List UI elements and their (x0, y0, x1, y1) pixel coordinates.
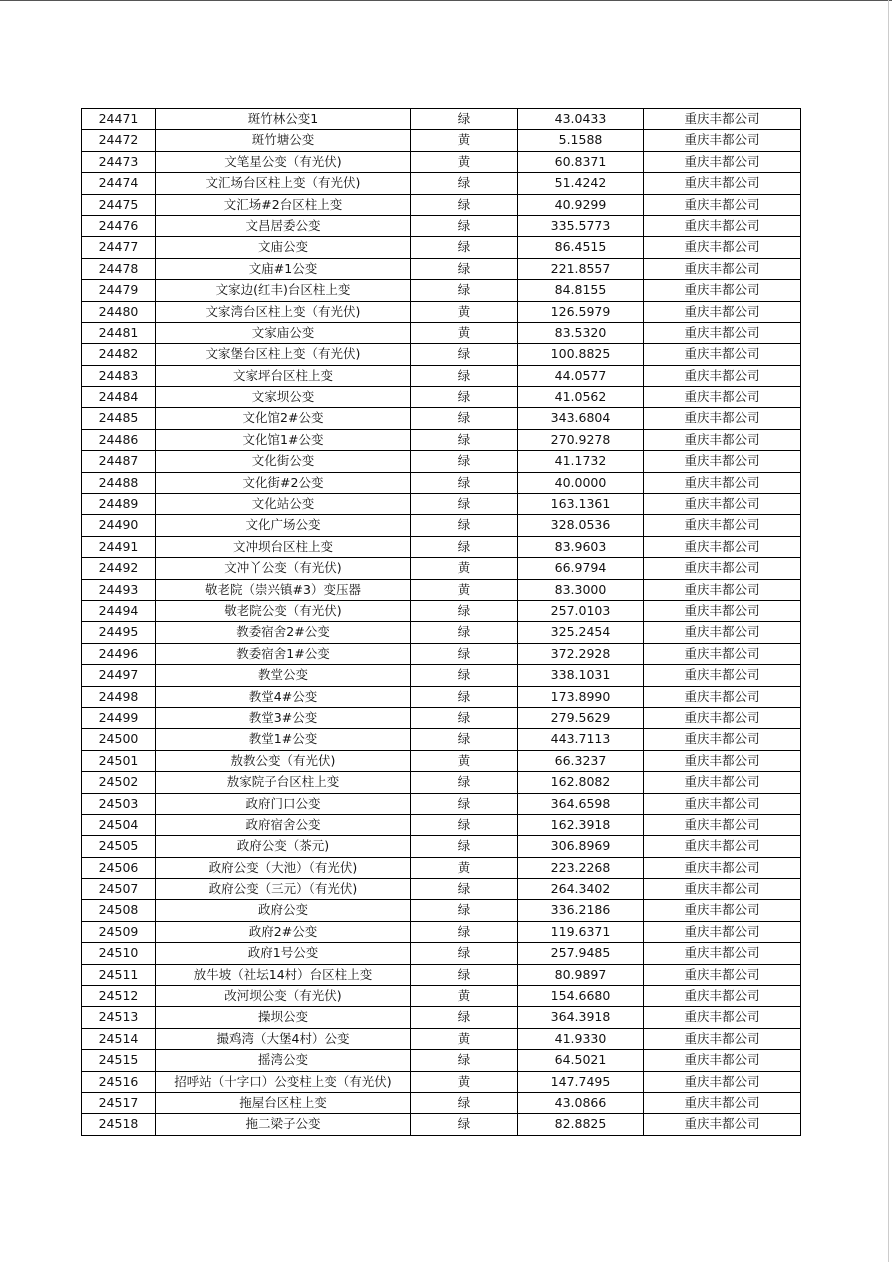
value-cell: 306.8969 (518, 836, 644, 857)
status-color-cell: 黄 (411, 857, 518, 878)
value-cell: 66.9794 (518, 558, 644, 579)
transformer-name-cell: 政府门口公变 (156, 793, 411, 814)
status-color-cell: 绿 (411, 943, 518, 964)
company-cell: 重庆丰都公司 (644, 365, 801, 386)
company-cell: 重庆丰都公司 (644, 472, 801, 493)
transformer-name-cell: 拖二梁子公变 (156, 1114, 411, 1135)
status-color-cell: 绿 (411, 194, 518, 215)
company-cell: 重庆丰都公司 (644, 1071, 801, 1092)
row-id-cell: 24518 (82, 1114, 156, 1135)
status-color-cell: 绿 (411, 173, 518, 194)
transformer-name-cell: 文冲丫公变（有光伏) (156, 558, 411, 579)
value-cell: 83.5320 (518, 322, 644, 343)
company-cell: 重庆丰都公司 (644, 943, 801, 964)
row-id-cell: 24478 (82, 258, 156, 279)
value-cell: 221.8557 (518, 258, 644, 279)
table-row (82, 215, 801, 236)
transformer-name-cell: 文汇场台区柱上变（有光伏) (156, 173, 411, 194)
table-row (82, 943, 801, 964)
table-row (82, 986, 801, 1007)
table-row (82, 387, 801, 408)
company-cell: 重庆丰都公司 (644, 793, 801, 814)
row-id-cell: 24512 (82, 986, 156, 1007)
company-cell: 重庆丰都公司 (644, 729, 801, 750)
status-color-cell: 绿 (411, 600, 518, 621)
row-id-cell: 24484 (82, 387, 156, 408)
table-row (82, 622, 801, 643)
value-cell: 443.7113 (518, 729, 644, 750)
status-color-cell: 绿 (411, 814, 518, 835)
value-cell: 83.9603 (518, 536, 644, 557)
company-cell: 重庆丰都公司 (644, 215, 801, 236)
table-row (82, 151, 801, 172)
transformer-name-cell: 敬老院公变（有光伏) (156, 600, 411, 621)
table-row (82, 600, 801, 621)
row-id-cell: 24479 (82, 280, 156, 301)
table-row (82, 686, 801, 707)
value-cell: 257.0103 (518, 600, 644, 621)
transformer-name-cell: 教委宿舍1#公变 (156, 643, 411, 664)
transformer-name-cell: 招呼站（十字口）公变柱上变（有光伏) (156, 1071, 411, 1092)
status-color-cell: 绿 (411, 365, 518, 386)
transformer-name-cell: 文冲坝台区柱上变 (156, 536, 411, 557)
company-cell: 重庆丰都公司 (644, 451, 801, 472)
company-cell: 重庆丰都公司 (644, 900, 801, 921)
table-row (82, 750, 801, 771)
row-id-cell: 24503 (82, 793, 156, 814)
transformer-name-cell: 敖教公变（有光伏) (156, 750, 411, 771)
company-cell: 重庆丰都公司 (644, 1092, 801, 1113)
transformer-name-cell: 政府公变（三元）（有光伏) (156, 879, 411, 900)
value-cell: 325.2454 (518, 622, 644, 643)
transformer-name-cell: 摇湾公变 (156, 1050, 411, 1071)
row-id-cell: 24506 (82, 857, 156, 878)
value-cell: 44.0577 (518, 365, 644, 386)
company-cell: 重庆丰都公司 (644, 836, 801, 857)
company-cell: 重庆丰都公司 (644, 429, 801, 450)
status-color-cell: 绿 (411, 643, 518, 664)
transformer-name-cell: 文汇场#2台区柱上变 (156, 194, 411, 215)
table-row (82, 921, 801, 942)
row-id-cell: 24485 (82, 408, 156, 429)
table-row (82, 322, 801, 343)
row-id-cell: 24507 (82, 879, 156, 900)
value-cell: 338.1031 (518, 665, 644, 686)
row-id-cell: 24505 (82, 836, 156, 857)
value-cell: 40.0000 (518, 472, 644, 493)
status-color-cell: 绿 (411, 836, 518, 857)
value-cell: 66.3237 (518, 750, 644, 771)
value-cell: 328.0536 (518, 515, 644, 536)
company-cell: 重庆丰都公司 (644, 622, 801, 643)
value-cell: 335.5773 (518, 215, 644, 236)
transformer-name-cell: 文化街#2公变 (156, 472, 411, 493)
table-row (82, 1092, 801, 1113)
company-cell: 重庆丰都公司 (644, 258, 801, 279)
company-cell: 重庆丰都公司 (644, 1050, 801, 1071)
row-id-cell: 24473 (82, 151, 156, 172)
table-row (82, 836, 801, 857)
value-cell: 51.4242 (518, 173, 644, 194)
transformer-name-cell: 教堂公变 (156, 665, 411, 686)
value-cell: 163.1361 (518, 494, 644, 515)
company-cell: 重庆丰都公司 (644, 151, 801, 172)
row-id-cell: 24513 (82, 1007, 156, 1028)
company-cell: 重庆丰都公司 (644, 408, 801, 429)
transformer-name-cell: 文家坝公变 (156, 387, 411, 408)
row-id-cell: 24487 (82, 451, 156, 472)
value-cell: 336.2186 (518, 900, 644, 921)
status-color-cell: 黄 (411, 322, 518, 343)
row-id-cell: 24508 (82, 900, 156, 921)
page-right-edge (888, 0, 889, 1262)
transformer-name-cell: 政府2#公变 (156, 921, 411, 942)
table-body (82, 109, 801, 1136)
company-cell: 重庆丰都公司 (644, 579, 801, 600)
status-color-cell: 绿 (411, 707, 518, 728)
table-row (82, 857, 801, 878)
status-color-cell: 绿 (411, 900, 518, 921)
status-color-cell: 绿 (411, 686, 518, 707)
value-cell: 5.1588 (518, 130, 644, 151)
company-cell: 重庆丰都公司 (644, 772, 801, 793)
status-color-cell: 绿 (411, 472, 518, 493)
status-color-cell: 黄 (411, 130, 518, 151)
row-id-cell: 24472 (82, 130, 156, 151)
row-id-cell: 24496 (82, 643, 156, 664)
status-color-cell: 绿 (411, 344, 518, 365)
value-cell: 100.8825 (518, 344, 644, 365)
status-color-cell: 绿 (411, 280, 518, 301)
company-cell: 重庆丰都公司 (644, 921, 801, 942)
status-color-cell: 绿 (411, 1007, 518, 1028)
company-cell: 重庆丰都公司 (644, 643, 801, 664)
company-cell: 重庆丰都公司 (644, 109, 801, 130)
status-color-cell: 绿 (411, 237, 518, 258)
table-row (82, 194, 801, 215)
value-cell: 372.2928 (518, 643, 644, 664)
company-cell: 重庆丰都公司 (644, 1028, 801, 1049)
row-id-cell: 24486 (82, 429, 156, 450)
row-id-cell: 24517 (82, 1092, 156, 1113)
value-cell: 84.8155 (518, 280, 644, 301)
row-id-cell: 24494 (82, 600, 156, 621)
table-row (82, 280, 801, 301)
transformer-name-cell: 放牛坡（社坛14村）台区柱上变 (156, 964, 411, 985)
table-row (82, 344, 801, 365)
row-id-cell: 24498 (82, 686, 156, 707)
status-color-cell: 绿 (411, 665, 518, 686)
status-color-cell: 绿 (411, 451, 518, 472)
value-cell: 154.6680 (518, 986, 644, 1007)
row-id-cell: 24504 (82, 814, 156, 835)
transformer-name-cell: 文家堡台区柱上变（有光伏) (156, 344, 411, 365)
transformer-name-cell: 操坝公变 (156, 1007, 411, 1028)
row-id-cell: 24489 (82, 494, 156, 515)
row-id-cell: 24499 (82, 707, 156, 728)
table-row (82, 558, 801, 579)
transformer-name-cell: 拖屋台区柱上变 (156, 1092, 411, 1113)
company-cell: 重庆丰都公司 (644, 1114, 801, 1135)
value-cell: 41.1732 (518, 451, 644, 472)
transformer-name-cell: 斑竹塘公变 (156, 130, 411, 151)
row-id-cell: 24482 (82, 344, 156, 365)
company-cell: 重庆丰都公司 (644, 515, 801, 536)
transformer-name-cell: 教堂3#公变 (156, 707, 411, 728)
company-cell: 重庆丰都公司 (644, 986, 801, 1007)
status-color-cell: 绿 (411, 921, 518, 942)
value-cell: 43.0433 (518, 109, 644, 130)
company-cell: 重庆丰都公司 (644, 280, 801, 301)
status-color-cell: 黄 (411, 1028, 518, 1049)
status-color-cell: 黄 (411, 750, 518, 771)
table-row (82, 729, 801, 750)
company-cell: 重庆丰都公司 (644, 857, 801, 878)
row-id-cell: 24493 (82, 579, 156, 600)
table-row (82, 130, 801, 151)
company-cell: 重庆丰都公司 (644, 237, 801, 258)
transformer-table (81, 108, 801, 1136)
transformer-name-cell: 教堂1#公变 (156, 729, 411, 750)
status-color-cell: 黄 (411, 986, 518, 1007)
company-cell: 重庆丰都公司 (644, 750, 801, 771)
row-id-cell: 24491 (82, 536, 156, 557)
company-cell: 重庆丰都公司 (644, 322, 801, 343)
transformer-name-cell: 教堂4#公变 (156, 686, 411, 707)
table-row (82, 665, 801, 686)
value-cell: 147.7495 (518, 1071, 644, 1092)
company-cell: 重庆丰都公司 (644, 1007, 801, 1028)
status-color-cell: 绿 (411, 429, 518, 450)
table-row (82, 964, 801, 985)
company-cell: 重庆丰都公司 (644, 600, 801, 621)
table-row (82, 1071, 801, 1092)
status-color-cell: 绿 (411, 494, 518, 515)
row-id-cell: 24481 (82, 322, 156, 343)
page-top-border (0, 0, 892, 1)
transformer-name-cell: 文家边(红丰)台区柱上变 (156, 280, 411, 301)
transformer-name-cell: 文庙#1公变 (156, 258, 411, 279)
transformer-name-cell: 政府公变 (156, 900, 411, 921)
transformer-name-cell: 敖家院子台区柱上变 (156, 772, 411, 793)
status-color-cell: 绿 (411, 1092, 518, 1113)
status-color-cell: 绿 (411, 793, 518, 814)
status-color-cell: 绿 (411, 258, 518, 279)
value-cell: 257.9485 (518, 943, 644, 964)
status-color-cell: 绿 (411, 964, 518, 985)
row-id-cell: 24497 (82, 665, 156, 686)
table-row (82, 1114, 801, 1135)
value-cell: 82.8825 (518, 1114, 644, 1135)
table-row (82, 515, 801, 536)
value-cell: 40.9299 (518, 194, 644, 215)
table-row (82, 536, 801, 557)
status-color-cell: 黄 (411, 1071, 518, 1092)
row-id-cell: 24474 (82, 173, 156, 194)
transformer-name-cell: 文笔星公变（有光伏) (156, 151, 411, 172)
table-row (82, 494, 801, 515)
table-row (82, 408, 801, 429)
status-color-cell: 绿 (411, 879, 518, 900)
company-cell: 重庆丰都公司 (644, 558, 801, 579)
value-cell: 126.5979 (518, 301, 644, 322)
table-row (82, 814, 801, 835)
row-id-cell: 24516 (82, 1071, 156, 1092)
transformer-name-cell: 文化馆2#公变 (156, 408, 411, 429)
row-id-cell: 24477 (82, 237, 156, 258)
value-cell: 343.6804 (518, 408, 644, 429)
status-color-cell: 绿 (411, 387, 518, 408)
row-id-cell: 24500 (82, 729, 156, 750)
table-row (82, 301, 801, 322)
transformer-name-cell: 敬老院（崇兴镇#3）变压器 (156, 579, 411, 600)
company-cell: 重庆丰都公司 (644, 130, 801, 151)
status-color-cell: 绿 (411, 729, 518, 750)
status-color-cell: 黄 (411, 579, 518, 600)
transformer-name-cell: 撮鸡湾（大堡4村）公变 (156, 1028, 411, 1049)
value-cell: 64.5021 (518, 1050, 644, 1071)
transformer-name-cell: 文化街公变 (156, 451, 411, 472)
value-cell: 60.8371 (518, 151, 644, 172)
value-cell: 41.9330 (518, 1028, 644, 1049)
table-row (82, 472, 801, 493)
row-id-cell: 24483 (82, 365, 156, 386)
status-color-cell: 绿 (411, 109, 518, 130)
table-row (82, 258, 801, 279)
company-cell: 重庆丰都公司 (644, 686, 801, 707)
table-row (82, 772, 801, 793)
value-cell: 162.8082 (518, 772, 644, 793)
row-id-cell: 24490 (82, 515, 156, 536)
row-id-cell: 24515 (82, 1050, 156, 1071)
company-cell: 重庆丰都公司 (644, 494, 801, 515)
table-row (82, 1007, 801, 1028)
value-cell: 83.3000 (518, 579, 644, 600)
transformer-name-cell: 斑竹林公变1 (156, 109, 411, 130)
transformer-name-cell: 政府1号公变 (156, 943, 411, 964)
status-color-cell: 绿 (411, 515, 518, 536)
transformer-name-cell: 文化馆1#公变 (156, 429, 411, 450)
row-id-cell: 24488 (82, 472, 156, 493)
company-cell: 重庆丰都公司 (644, 301, 801, 322)
company-cell: 重庆丰都公司 (644, 814, 801, 835)
row-id-cell: 24480 (82, 301, 156, 322)
transformer-name-cell: 文庙公变 (156, 237, 411, 258)
row-id-cell: 24476 (82, 215, 156, 236)
transformer-name-cell: 文家坪台区柱上变 (156, 365, 411, 386)
company-cell: 重庆丰都公司 (644, 879, 801, 900)
table-row (82, 1050, 801, 1071)
status-color-cell: 绿 (411, 772, 518, 793)
transformer-name-cell: 政府公变（茶元) (156, 836, 411, 857)
row-id-cell: 24514 (82, 1028, 156, 1049)
value-cell: 223.2268 (518, 857, 644, 878)
transformer-name-cell: 政府公变（大池）（有光伏) (156, 857, 411, 878)
table-row (82, 707, 801, 728)
status-color-cell: 黄 (411, 151, 518, 172)
company-cell: 重庆丰都公司 (644, 536, 801, 557)
value-cell: 270.9278 (518, 429, 644, 450)
table-row (82, 900, 801, 921)
status-color-cell: 绿 (411, 536, 518, 557)
transformer-name-cell: 政府宿舍公变 (156, 814, 411, 835)
table-row (82, 109, 801, 130)
transformer-name-cell: 文昌居委公变 (156, 215, 411, 236)
table-row (82, 451, 801, 472)
row-id-cell: 24501 (82, 750, 156, 771)
table-row (82, 793, 801, 814)
row-id-cell: 24502 (82, 772, 156, 793)
transformer-name-cell: 文家庙公变 (156, 322, 411, 343)
company-cell: 重庆丰都公司 (644, 173, 801, 194)
transformer-name-cell: 教委宿舍2#公变 (156, 622, 411, 643)
table-row (82, 237, 801, 258)
value-cell: 86.4515 (518, 237, 644, 258)
table-row (82, 173, 801, 194)
status-color-cell: 黄 (411, 558, 518, 579)
row-id-cell: 24509 (82, 921, 156, 942)
value-cell: 162.3918 (518, 814, 644, 835)
table-row (82, 429, 801, 450)
transformer-name-cell: 文化广场公变 (156, 515, 411, 536)
value-cell: 80.9897 (518, 964, 644, 985)
status-color-cell: 绿 (411, 215, 518, 236)
transformer-name-cell: 改河坝公变（有光伏) (156, 986, 411, 1007)
row-id-cell: 24492 (82, 558, 156, 579)
table-row (82, 365, 801, 386)
table-row (82, 643, 801, 664)
table-row (82, 1028, 801, 1049)
company-cell: 重庆丰都公司 (644, 964, 801, 985)
company-cell: 重庆丰都公司 (644, 665, 801, 686)
status-color-cell: 绿 (411, 1050, 518, 1071)
table-row (82, 879, 801, 900)
value-cell: 364.6598 (518, 793, 644, 814)
value-cell: 279.5629 (518, 707, 644, 728)
status-color-cell: 绿 (411, 622, 518, 643)
row-id-cell: 24510 (82, 943, 156, 964)
company-cell: 重庆丰都公司 (644, 387, 801, 408)
row-id-cell: 24475 (82, 194, 156, 215)
row-id-cell: 24511 (82, 964, 156, 985)
value-cell: 264.3402 (518, 879, 644, 900)
company-cell: 重庆丰都公司 (644, 344, 801, 365)
company-cell: 重庆丰都公司 (644, 707, 801, 728)
value-cell: 173.8990 (518, 686, 644, 707)
row-id-cell: 24495 (82, 622, 156, 643)
transformer-name-cell: 文化站公变 (156, 494, 411, 515)
row-id-cell: 24471 (82, 109, 156, 130)
value-cell: 119.6371 (518, 921, 644, 942)
value-cell: 41.0562 (518, 387, 644, 408)
status-color-cell: 绿 (411, 408, 518, 429)
status-color-cell: 绿 (411, 1114, 518, 1135)
company-cell: 重庆丰都公司 (644, 194, 801, 215)
value-cell: 43.0866 (518, 1092, 644, 1113)
transformer-name-cell: 文家湾台区柱上变（有光伏) (156, 301, 411, 322)
status-color-cell: 黄 (411, 301, 518, 322)
value-cell: 364.3918 (518, 1007, 644, 1028)
table-row (82, 579, 801, 600)
